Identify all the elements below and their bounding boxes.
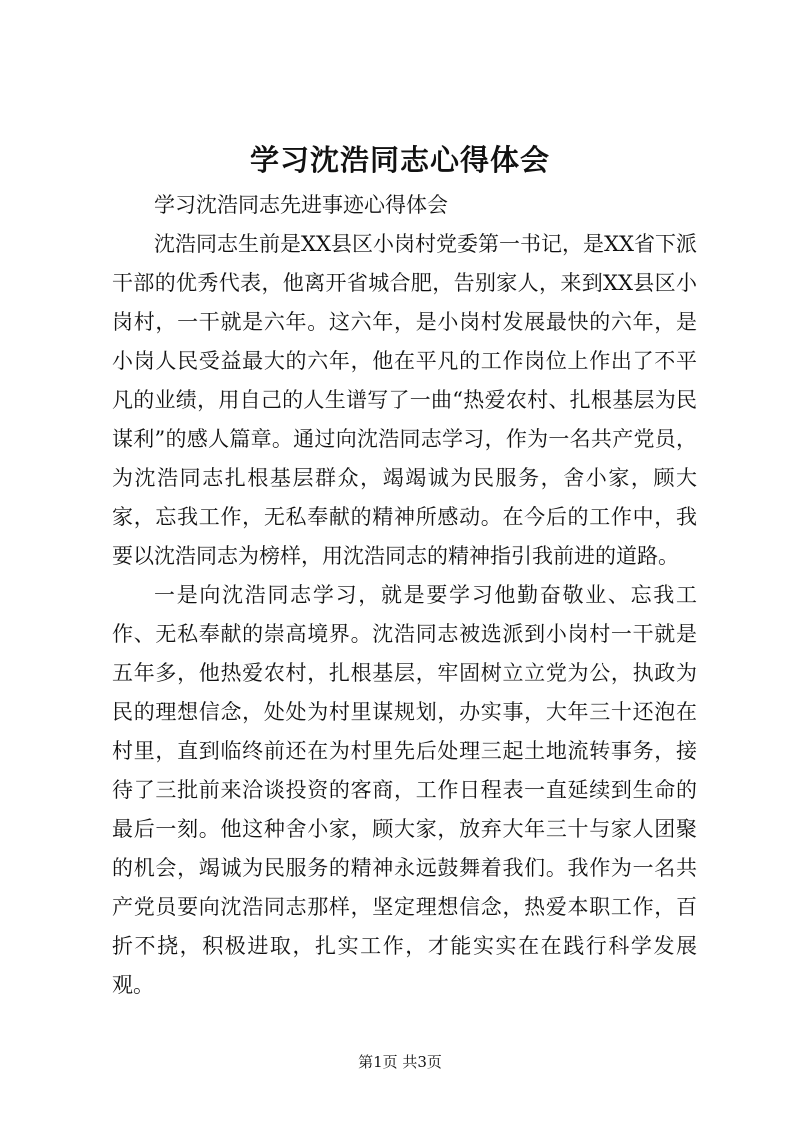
subtitle-paragraph: 学习沈浩同志先进事迹心得体会 xyxy=(154,193,448,217)
document-body xyxy=(112,186,697,1005)
page-number-footer: 第1页 共3页 xyxy=(358,1053,442,1071)
document-title: 学习沈浩同志心得体会 xyxy=(249,143,550,177)
body-paragraph: 一是向沈浩同志学习，就是要学习他勤奋敬业、忘我工作、无私奉献的崇高境界。沈浩同志被选派到小岗村一干就是五年多，他热爱农村，扎根基层，牢固树立立党为公，执政为民的理想信念，处处为村里谋规划，办实事，大年三十还泡在村里，直到临终前还在为村里先后处理三起土地流转事务，接待了三批前来洽谈投资的客商，工作日程表一直延续到生命的最后一刻。他这种舍小家，顾大家，放弃大年三十与家人团聚的机会，竭诚为民服务的精神永远鼓舞着我们。我作为一名共产党员要向沈浩同志那样，坚定理想信念，热爱本职工作，百折不挠，积极进取，扎实工作，才能实实在在践行科学发展观。 xyxy=(112,583,697,997)
body-paragraph: 沈浩同志生前是XX县区小岗村党委第一书记，是XX省下派干部的优秀代表，他离开省城合肥，告别家人，来到XX县区小岗村，一干就是六年。这六年，是小岗村发展最快的六年，是小岗人民受益最大的六年，他在平凡的工作岗位上作出了不平凡的业绩，用自己的人生谱写了一曲“热爱农村、扎根基层为民谋利”的感人篇章。通过向沈浩同志学习，作为一名共产党员，为沈浩同志扎根基层群众，竭竭诚为民服务，舍小家，顾大家，忘我工作，无私奉献的精神所感动。在今后的工作中，我要以沈浩同志为榜样，用沈浩同志的精神指引我前进的道路。 xyxy=(112,232,697,568)
